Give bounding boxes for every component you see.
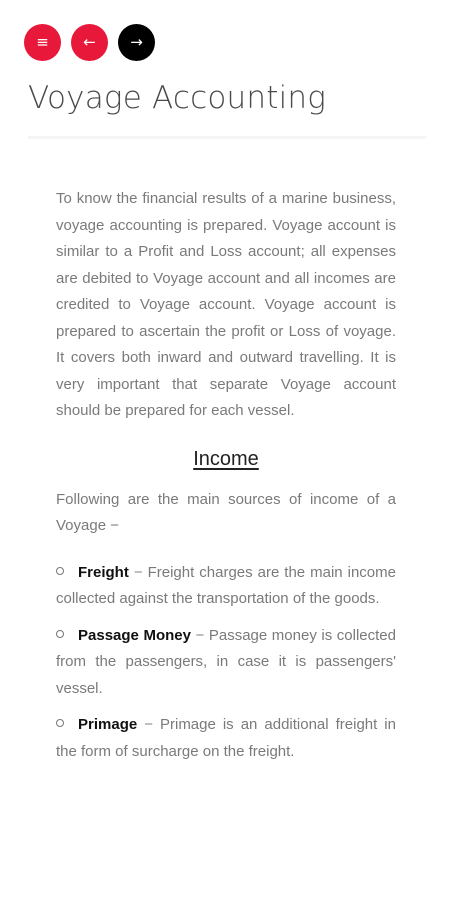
list-item-term: Primage xyxy=(78,716,138,733)
article-content xyxy=(56,186,396,775)
menu-icon: ≡ xyxy=(36,33,49,51)
menu-button[interactable] xyxy=(24,24,61,61)
bullet-icon xyxy=(56,567,64,575)
list-item xyxy=(56,623,396,703)
list-item-separator: − xyxy=(128,563,148,581)
section-heading-income: Income xyxy=(193,447,259,470)
list-item-text: Passage money is collected from the passengers, in case it is passengers' vessel. xyxy=(56,626,396,697)
bullet-icon xyxy=(56,719,64,727)
intro-paragraph: To know the financial results of a marine business, voyage accounting is prepared. Voyage account is similar to a Profit and Loss account; all expenses are debited to Voyage account and all incomes are credited to Voyage account. Voyage account is prepared to ascertain the profit or Loss of voyage. It covers both inward and outward travelling. It is very important that separate Voyage account should be prepared for each vessel. xyxy=(56,190,396,419)
next-button[interactable] xyxy=(118,24,155,61)
bullet-icon xyxy=(56,630,64,638)
list-item-text: Primage is an additional freight in the form of surcharge on the freight. xyxy=(56,716,396,760)
list-item-text: Freight charges are the main income collected against the transportation of the goods. xyxy=(56,563,396,607)
income-intro-paragraph: Following are the main sources of income of a Voyage − xyxy=(56,490,396,534)
list-item-separator: − xyxy=(190,626,209,644)
page-title: Voyage Accounting xyxy=(28,80,327,116)
title-divider xyxy=(28,136,426,139)
arrow-left-icon: ← xyxy=(83,33,96,51)
list-item xyxy=(56,560,396,613)
list-item-separator: − xyxy=(137,716,160,733)
arrow-right-icon: → xyxy=(130,33,143,51)
list-item-term: Passage Money xyxy=(78,626,191,644)
income-list xyxy=(56,560,396,766)
list-item-term: Freight xyxy=(78,563,129,581)
list-item xyxy=(56,712,396,765)
top-navigation xyxy=(24,24,155,61)
previous-button[interactable] xyxy=(71,24,108,61)
